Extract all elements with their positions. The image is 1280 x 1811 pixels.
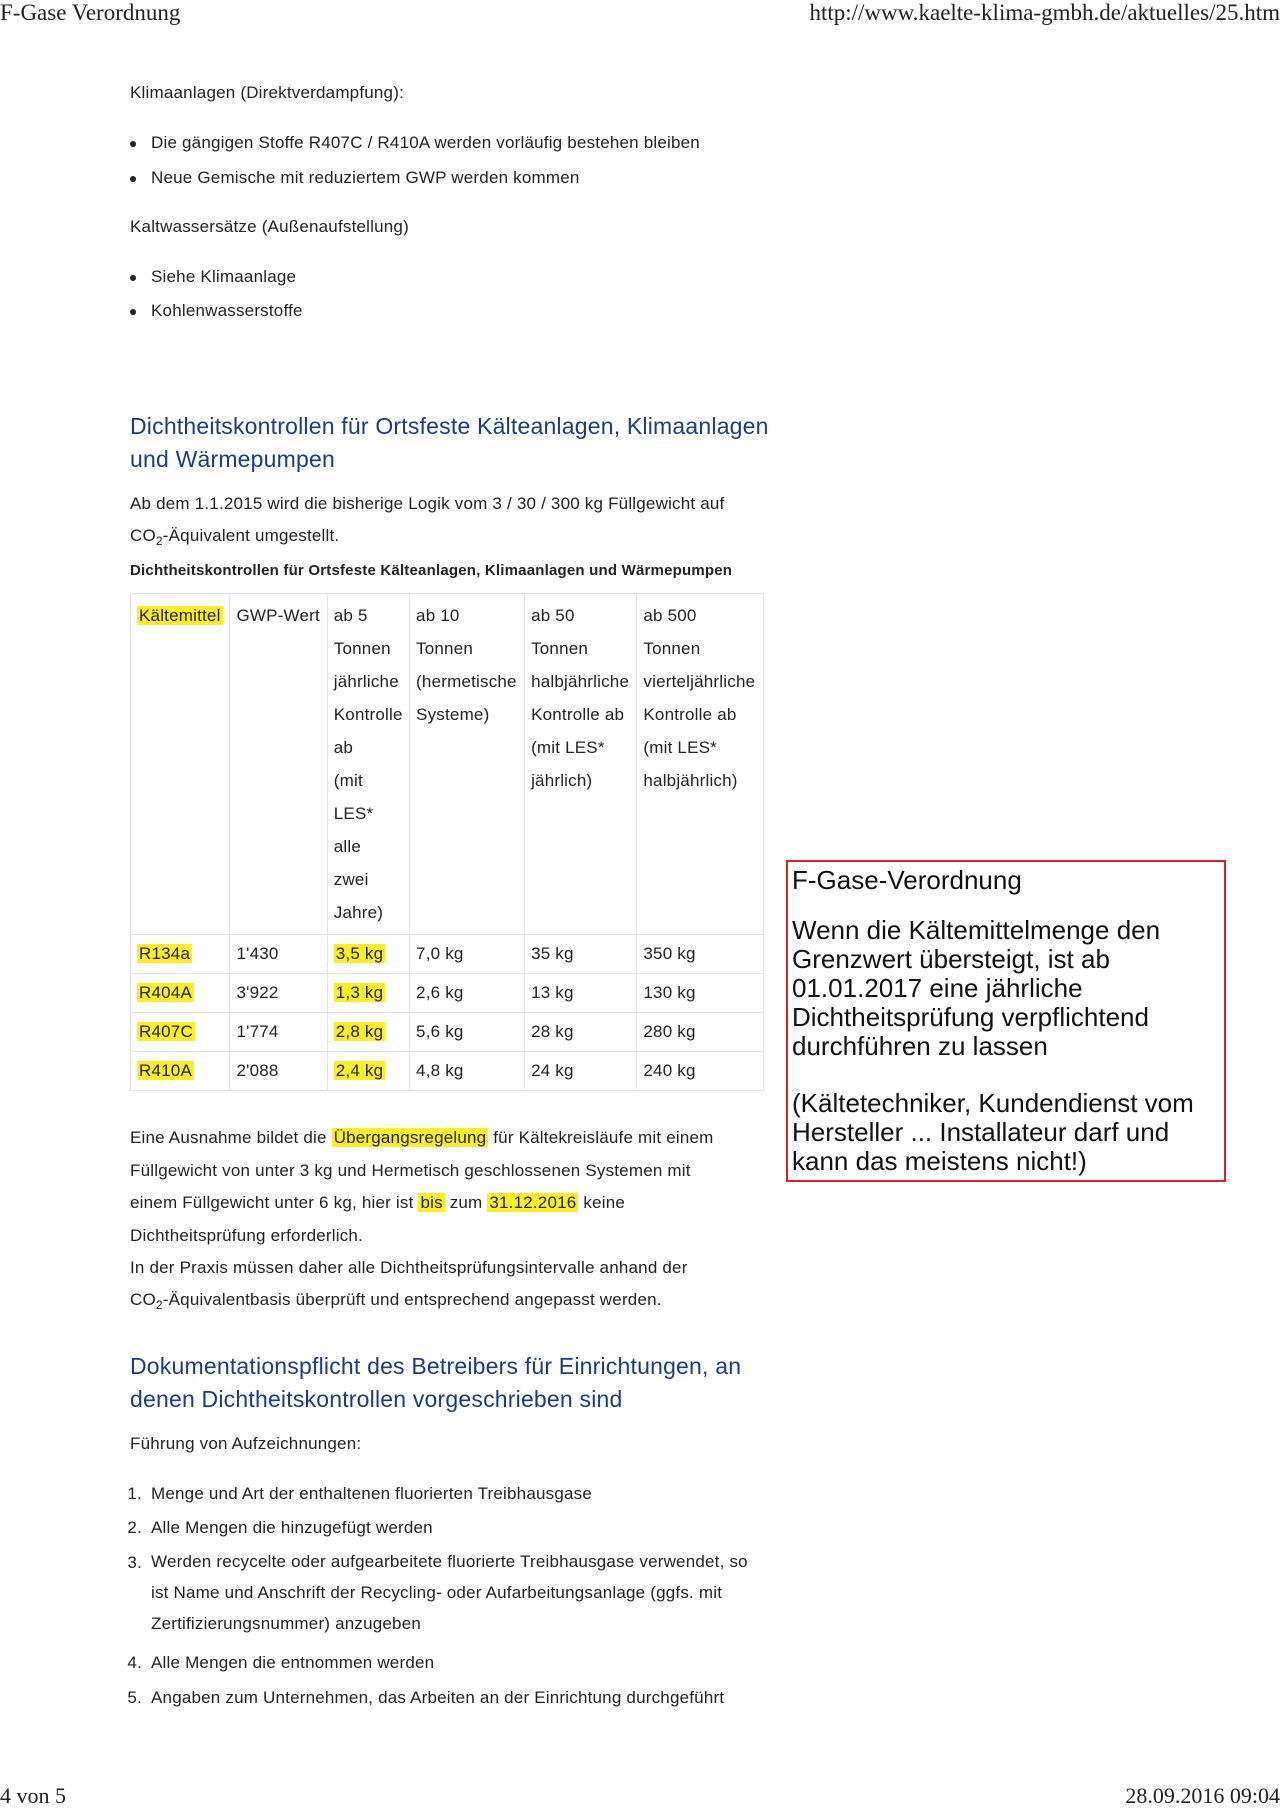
exception-line: Dichtheitsprüfung erforderlich. xyxy=(130,1226,363,1245)
print-header-url: http://www.kaelte-klima-gmbh.de/aktuelles/25.htm xyxy=(809,0,1280,25)
table-cell: 3,5 kg xyxy=(327,935,409,974)
note-title: F-Gase-Verordnung xyxy=(792,865,1022,895)
table-cell: 130 kg xyxy=(637,974,764,1013)
table-header-cell: GWP-Wert xyxy=(230,594,327,935)
refrigerant-table xyxy=(130,593,764,1091)
table-row xyxy=(131,935,764,974)
table-cell: 28 kg xyxy=(525,1013,637,1052)
table-cell: 4,8 kg xyxy=(410,1052,525,1091)
annotation-note-box: F-Gase-Verordnung Wenn die Kältemittelmenge den Grenzwert übersteigt, ist ab 01.01.2017 eine jährliche Dichtheitsprüfung verpflichtend durchführen zu lassen (Kältetechniker, Kundendienst vom Hersteller ... Installateur darf und kann das meistens nicht!) xyxy=(786,860,1226,1182)
print-header-title: F-Gase Verordnung xyxy=(0,0,181,25)
table-cell: 2'088 xyxy=(230,1052,327,1091)
table-header-cell: ab 5 Tonnen jährliche Kontrolle ab (mit LES* alle zwei Jahre) xyxy=(327,594,409,935)
print-footer-datetime: 28.09.2016 09:04 xyxy=(1125,1783,1280,1808)
exception-line: Füllgewicht von unter 3 kg und Hermetisch geschlossenen Systemen mit xyxy=(130,1161,691,1180)
print-footer-page: 4 von 5 xyxy=(0,1783,66,1808)
bullet-icon xyxy=(130,275,136,281)
table-header-cell: Kältemittel xyxy=(131,594,230,935)
dicht-section-title: Dichtheitskontrollen für Ortsfeste Kälteanlagen, Klimaanlagen und Wärmepumpen xyxy=(130,413,769,472)
exception-line: In der Praxis müssen daher alle Dichtheitsprüfungsintervalle anhand der xyxy=(130,1258,688,1277)
table-cell: 35 kg xyxy=(525,935,637,974)
table-cell: 2,8 kg xyxy=(327,1013,409,1052)
table-row xyxy=(131,974,764,1013)
table-cell: 280 kg xyxy=(637,1013,764,1052)
table-cell: 1'430 xyxy=(230,935,327,974)
table-cell: 13 kg xyxy=(525,974,637,1013)
exception-line: $CO_2$-Äquivalentbasis überprüft und entsprechend angepasst werden. xyxy=(130,1290,662,1312)
bullet-icon xyxy=(130,141,136,147)
table-cell: 1'774 xyxy=(230,1013,327,1052)
table-row xyxy=(131,1052,764,1091)
table-cell: 1,3 kg xyxy=(327,974,409,1013)
table-cell: R404A xyxy=(131,974,230,1013)
bullet-icon xyxy=(130,309,136,315)
table-cell: 2,4 kg xyxy=(327,1052,409,1091)
table-cell: 3'922 xyxy=(230,974,327,1013)
table-cell: R410A xyxy=(131,1052,230,1091)
bullet-icon xyxy=(130,176,136,182)
table-cell: 5,6 kg xyxy=(410,1013,525,1052)
doku-section-title: Dokumentationspflicht des Betreibers für Einrichtungen, an denen Dichtheitskontrollen vorgeschrieben sind xyxy=(130,1353,742,1412)
exception-line: einem Füllgewicht unter 6 kg, hier ist bis zum 31.12.2016 keine xyxy=(130,1193,626,1212)
table-cell: R134a xyxy=(131,935,230,974)
table-cell: 350 kg xyxy=(637,935,764,974)
table-cell: 7,0 kg xyxy=(410,935,525,974)
table-cell: 240 kg xyxy=(637,1052,764,1091)
kalt-heading: Kaltwassersätze (Außenaufstellung) xyxy=(130,217,409,236)
dicht-intro-line1: Ab dem 1.1.2015 wird die bisherige Logik vom 3 / 30 / 300 kg Füllgewicht auf xyxy=(130,494,725,513)
table-row xyxy=(131,1013,764,1052)
doku-intro: Führung von Aufzeichnungen: xyxy=(130,1434,362,1453)
table-header-cell: ab 50 Tonnen halbjährliche Kontrolle ab (mit LES* jährlich) xyxy=(525,594,637,935)
dicht-intro-line2: $CO_2$-Äquivalent umgestellt. xyxy=(130,526,340,548)
table-cell: 24 kg xyxy=(525,1052,637,1091)
klima-heading: Klimaanlagen (Direktverdampfung): xyxy=(130,83,405,102)
table-cell: 2,6 kg xyxy=(410,974,525,1013)
table-header-cell: ab 10 Tonnen (hermetische Systeme) xyxy=(410,594,525,935)
exception-line: Eine Ausnahme bildet die Übergangsregelung für Kältekreisläufe mit einem xyxy=(130,1128,714,1147)
table-header-cell: ab 500 Tonnen vierteljährliche Kontrolle ab (mit LES* halbjährlich) xyxy=(637,594,764,935)
table-cell: R407C xyxy=(131,1013,230,1052)
table-header-row xyxy=(131,594,764,935)
table-caption: Dichtheitskontrollen für Ortsfeste Kälteanlagen, Klimaanlagen und Wärmepumpen xyxy=(130,562,733,579)
